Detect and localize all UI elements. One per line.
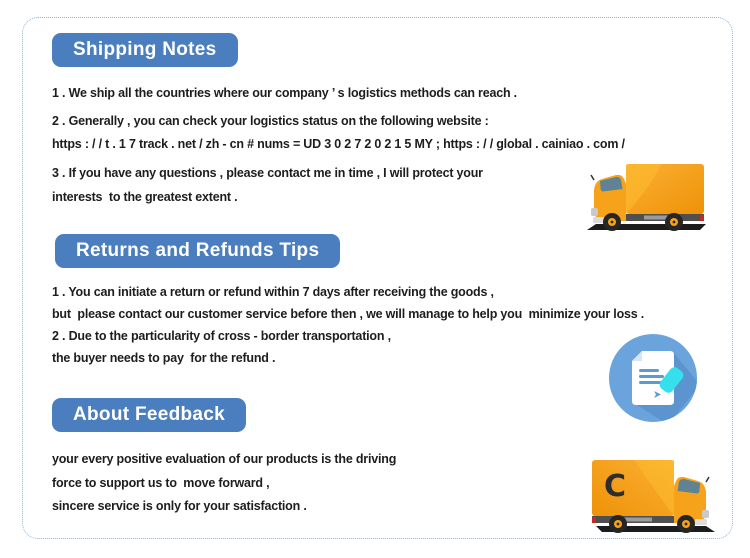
text-line: 1 . You can initiate a return or refund within 7 days after receiving the goods ,: [52, 285, 494, 299]
svg-text:C: C: [604, 469, 627, 504]
text-line: the buyer needs to pay for the refund .: [52, 351, 276, 365]
text-line: force to support us to move forward ,: [52, 476, 270, 490]
text-line: sincere service is only for your satisfaction .: [52, 499, 307, 513]
shipping-notes-badge: Shipping Notes: [52, 33, 238, 67]
text-line: your every positive evaluation of our products is the driving: [52, 452, 397, 466]
text-line: but please contact our customer service before then , we will manage to help you minimize your loss .: [52, 307, 645, 321]
text-line: interests to the greatest extent .: [52, 190, 238, 204]
returns-refunds-badge: Returns and Refunds Tips: [55, 234, 340, 268]
about-feedback-badge: About Feedback: [52, 398, 246, 432]
text-line: 3 . If you have any questions , please contact me in time , I will protect your: [52, 166, 483, 180]
text-line: 2 . Due to the particularity of cross - border transportation ,: [52, 329, 391, 343]
tracking-url-line: https : / / t . 1 7 track . net / zh - cn # nums = UD 3 0 2 7 2 0 2 1 5 MY ; https : / / global . cainiao . com /: [52, 137, 625, 151]
feedback-truck-icon: [588, 452, 716, 537]
shipping-truck-icon: [586, 162, 708, 234]
return-note-icon: [608, 333, 698, 423]
text-line: 1 . We ship all the countries where our company ’ s logistics methods can reach .: [52, 86, 517, 100]
text-line: 2 . Generally , you can check your logistics status on the following website :: [52, 114, 489, 128]
